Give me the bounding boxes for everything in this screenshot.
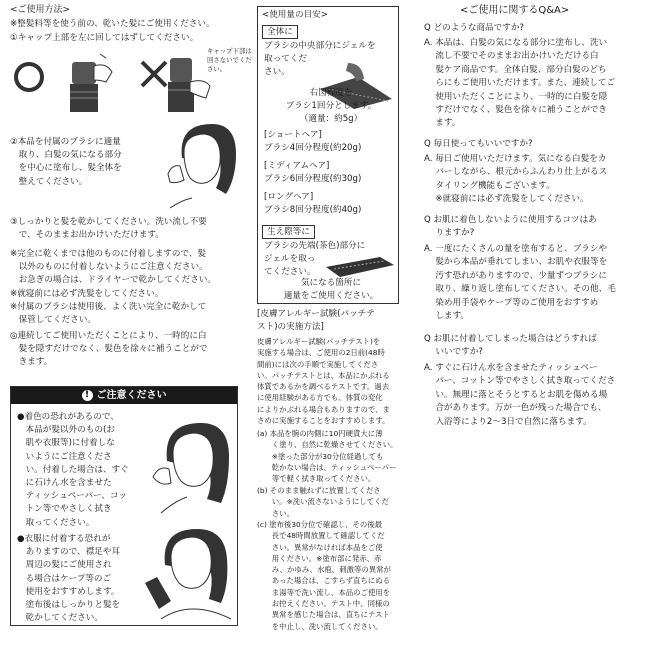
correct-circle-icon	[12, 60, 46, 94]
continuous-use-note: ◎連続してご使用いただくことにより、一時的に白 髪を隠すだけでなく、髪色を徐々に補うことがで きます。	[10, 331, 208, 368]
qa-answer-1: A. 本品は、白髪の気になる部分に塗布し、洗い 流し不要でそのままお出かけいただける白 髪ケア商品です。全体白髪、部分白髪のどち らにもご使用いただけます。また、連続してご 使用いただくことにより、一時的に白髪を隠 すだけでなく、髪色を徐々に補うことができ ます。	[424, 38, 616, 129]
qa-answer-4: A. すぐに石けん水を含ませたティッシュペー パー、コットン等でやさしく拭き取ってくださ い。無理に落とそうとするとお肌を傷める場 合があります。万が一色が残った場合でも、 入浴等により2～3日で自然に落ちます。	[424, 363, 616, 427]
qa-answer-2: A. 毎日ご使用いただけます。気になる白髪をカ バーしながら、根元からふんわり仕上がるス タイリング機能もございます。 ※就寝前には必ず洗髪をしてください。	[424, 154, 608, 205]
patch-test-title: [皮膚アレルギー試験(パッチテ スト)の実施方法]	[257, 309, 375, 333]
hairline-caption: 気になる箇所に 適量をご使用ください。	[283, 278, 379, 302]
bottle-cap-illustration	[54, 52, 114, 114]
patch-test-step-c: (c) 塗布後30分位で確認し、その後最 長で48時間放置して確認してくだ さい。異常がなければ本品をご使 用ください。※塗布部に発赤、赤 み、かゆみ、水疱、刺激等の異常が あった場合は、こすらず直ちにぬる ま湯等で洗い流し、本品のご使用を お控えください。テスト中、同様の 異常を感じた場合は、直ちにテスト を中止し、洗い流してください。	[257, 520, 391, 631]
hairline-text: ブラシの先端(茶色)部分に ジェルを取っ てください。	[264, 241, 366, 278]
qa-title: <ご使用に関するQ&A>	[460, 5, 570, 16]
medium-hair-amount: [ミディアムヘア] ブラシ6回分程度(約30g)	[264, 161, 362, 185]
usage-title: <ご使用方法>	[10, 5, 71, 15]
woman-wiping-illustration	[147, 417, 233, 517]
caution-box	[10, 386, 238, 626]
caution-header	[11, 387, 237, 404]
step2-text: ②本品を付属のブラシに適量 取り、白髪の気になる部分 を中心に塗布し、髪全体を 整えてください。	[10, 137, 122, 187]
qa-question-1: Q どのような商品ですか?	[424, 23, 524, 33]
patch-test-step-a: (a) 本品を腕の内側に10円硬貨大に薄 く塗り、自然に乾燥させてください。 ※塗った部分が30分位経過しても 乾かない場合は、ティッシュペーパー 等で軽く拭き取ってください。	[257, 429, 398, 484]
qa-column	[424, 0, 642, 645]
caution-item-clothes: ●衣服に付着する恐れが ありますので、襟足や耳 周辺の髪にご使用され る場合はケープ等のご 使用をおすすめします。 塗布後はしっかりと髪を 乾かしてください。	[17, 534, 121, 624]
whole-text: ブラシの中央部分にジェルを 取ってくだ さい。	[264, 41, 376, 78]
brush-tip-illustration	[324, 251, 396, 279]
bottle-wrong-illustration	[162, 52, 212, 114]
guide-box	[257, 6, 399, 304]
woman-brushing-illustration	[160, 118, 238, 210]
qa-answer-3: A. 一度にたくさんの量を塗布すると、ブラシや 髪から本品が垂れてしまい、お肌や衣服等を 汚す恐れがありますので、少量ずつブラシに 取り、繰り返し塗布してください。その他、毛 染め用手袋やケープ等のご使用をおすすめ します。	[424, 244, 616, 322]
hairline-label: 生え際等に	[262, 225, 315, 239]
patch-test-body: 皮膚アレルギー試験(パッチテスト)を 実施する場合は、ご使用の2日前(48時 間前)には次の手順で実施してくださ い。パッチテストとは、本品にかぶれる 体質であるかを調べるテストです。過去 に使用経験がある方でも、体質の変化 によりかぶれる場合もありますので、ま さめに実施することをおすすめします。	[257, 337, 390, 426]
woman-cape-illustration	[141, 523, 233, 621]
guide-title: <使用量の目安>	[262, 10, 328, 20]
qa-question-3: Q お肌に着色しないように使用するコツはあ りますか?	[424, 215, 597, 239]
long-hair-amount: [ロングヘア] ブラシ8回分程度(約40g)	[264, 192, 362, 216]
step3-text: ③しっかりと髪を乾かしてください。洗い流し不要 で、そのままお出かけいただけます。	[10, 217, 207, 241]
qa-question-4: Q お肌に付着してしまった場合はどうすれば いいですか?	[424, 334, 597, 358]
caution-title: ご注意ください	[96, 390, 167, 401]
cap-note: キャップ下部は 回さないでくだ さい。	[207, 47, 252, 73]
short-hair-amount: [ショートヘア] ブラシ4回分程度(約20g)	[264, 130, 362, 154]
usage-notes: ※完全に乾くまでは他のものに付着しますので、髪 以外のものに付着しないようにご注意ください。 お急ぎの場合は、ドライヤーで乾かしてください。 ※就寝前には必ず洗髪をしてください。 ※付属のブラシは使用後、よく洗い完全に乾かして 保管してください。	[10, 249, 216, 326]
caution-item-skin: ●着色の恐れがあるので、 本品が髪以外のもの(お 肌や衣服等)に付着しな いようにご注意くださ い。付着した場合は、すぐ に石けん水を含ませた ティッシュペーパー、コッ トン等でやさしく拭き 取ってください。	[17, 412, 129, 528]
step1-text: ①キャップ上部を左に回してはずしてください。	[10, 33, 199, 43]
patch-test-step-b: (b) そのまま触れずに放置してくださ い。※洗い流さないようにしてくだ さい。	[257, 486, 389, 518]
usage-note: ※整髪料等を使う前の、乾いた髪にご使用ください。	[10, 19, 215, 29]
diagram-caption: 右図程度を ブラシ1回分とします。 （適量：約5g）	[285, 88, 377, 125]
exclamation-icon: !	[82, 390, 93, 401]
whole-label: 全体に	[262, 25, 298, 39]
qa-question-2: Q 毎日使ってもいいですか?	[424, 139, 533, 149]
